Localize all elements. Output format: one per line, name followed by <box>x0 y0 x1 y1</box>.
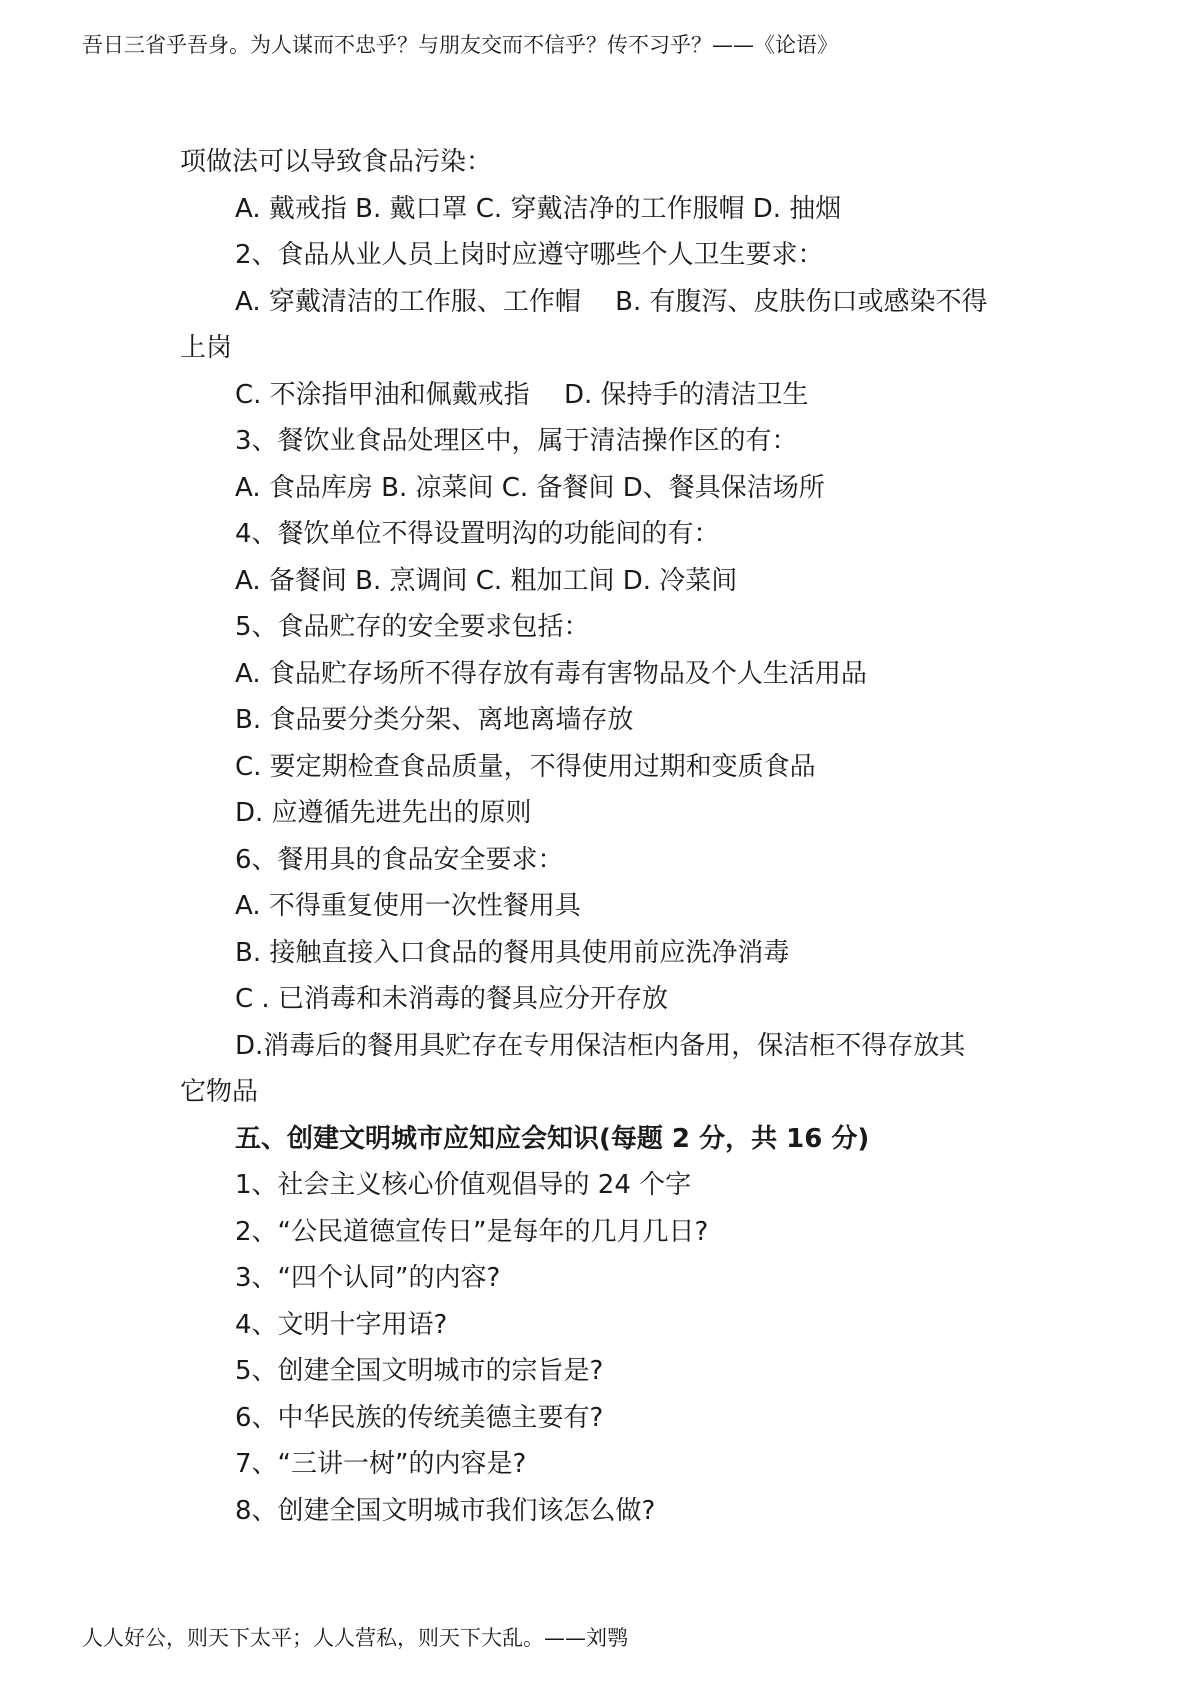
question-line: 7、“三讲一树”的内容是? <box>235 1449 527 1479</box>
text-line: A. 戴戒指 B. 戴口罩 C. 穿戴洁净的工作服帽 D. 抽烟 <box>235 193 842 224</box>
section-heading: 五、创建文明城市应知应会知识(每题 2 分，共 16 分) <box>235 1123 870 1154</box>
question-line: 1、社会主义核心价值观倡导的 24 个字 <box>235 1170 692 1200</box>
question-line: 5、食品贮存的安全要求包括： <box>235 612 590 642</box>
text-line: A. 食品库房 B. 凉菜间 C. 备餐间 D、餐具保洁场所 <box>235 472 825 503</box>
text-line: A. 穿戴清洁的工作服、工作帽 B. 有腹泻、皮肤伤口或感染不得 <box>235 286 988 317</box>
text-line: B. 接触直接入口食品的餐用具使用前应洗净消毒 <box>235 937 790 968</box>
text-line: A. 备餐间 B. 烹调间 C. 粗加工间 D. 冷菜间 <box>235 565 738 596</box>
question-line: 3、“四个认同”的内容? <box>235 1263 501 1293</box>
text-line: 项做法可以导致食品污染： <box>180 147 493 177</box>
text-line: B. 食品要分类分架、离地离墙存放 <box>235 705 634 735</box>
header-quote: 吾日三省乎吾身。为人谋而不忠乎？与朋友交而不信乎？传不习乎？——《论语》 <box>82 33 838 57</box>
question-line: 2、“公民道德宣传日”是每年的几月几日? <box>235 1216 709 1247</box>
text-line: A. 不得重复使用一次性餐用具 <box>235 891 581 921</box>
document-body <box>180 139 1030 1534</box>
question-line: 6、中华民族的传统美德主要有? <box>235 1402 604 1433</box>
question-line: 8、创建全国文明城市我们该怎么做? <box>235 1495 656 1526</box>
question-line: 3、餐饮业食品处理区中，属于清洁操作区的有： <box>235 426 798 456</box>
text-line: 它物品 <box>180 1077 259 1107</box>
footer-quote: 人人好公，则天下太平；人人营私，则天下大乱。——刘鹗 <box>82 1626 628 1650</box>
text-line: C. 不涂指甲油和佩戴戒指 D. 保持手的清洁卫生 <box>235 379 809 410</box>
question-line: 6、餐用具的食品安全要求： <box>235 844 564 875</box>
text-line: D.消毒后的餐用具贮存在专用保洁柜内备用，保洁柜不得存放其 <box>235 1030 966 1061</box>
text-line: C . 已消毒和未消毒的餐具应分开存放 <box>235 984 668 1014</box>
question-line: 5、创建全国文明城市的宗旨是? <box>235 1356 604 1386</box>
text-line: 上岗 <box>180 333 233 363</box>
text-line: D. 应遵循先进先出的原则 <box>235 798 532 828</box>
question-line: 2、食品从业人员上岗时应遵守哪些个人卫生要求： <box>235 240 824 270</box>
text-line: C. 要定期检查食品质量，不得使用过期和变质食品 <box>235 751 816 782</box>
text-line: A. 食品贮存场所不得存放有毒有害物品及个人生活用品 <box>235 658 867 689</box>
question-line: 4、餐饮单位不得设置明沟的功能间的有： <box>235 519 720 549</box>
question-line: 4、文明十字用语? <box>235 1309 448 1340</box>
